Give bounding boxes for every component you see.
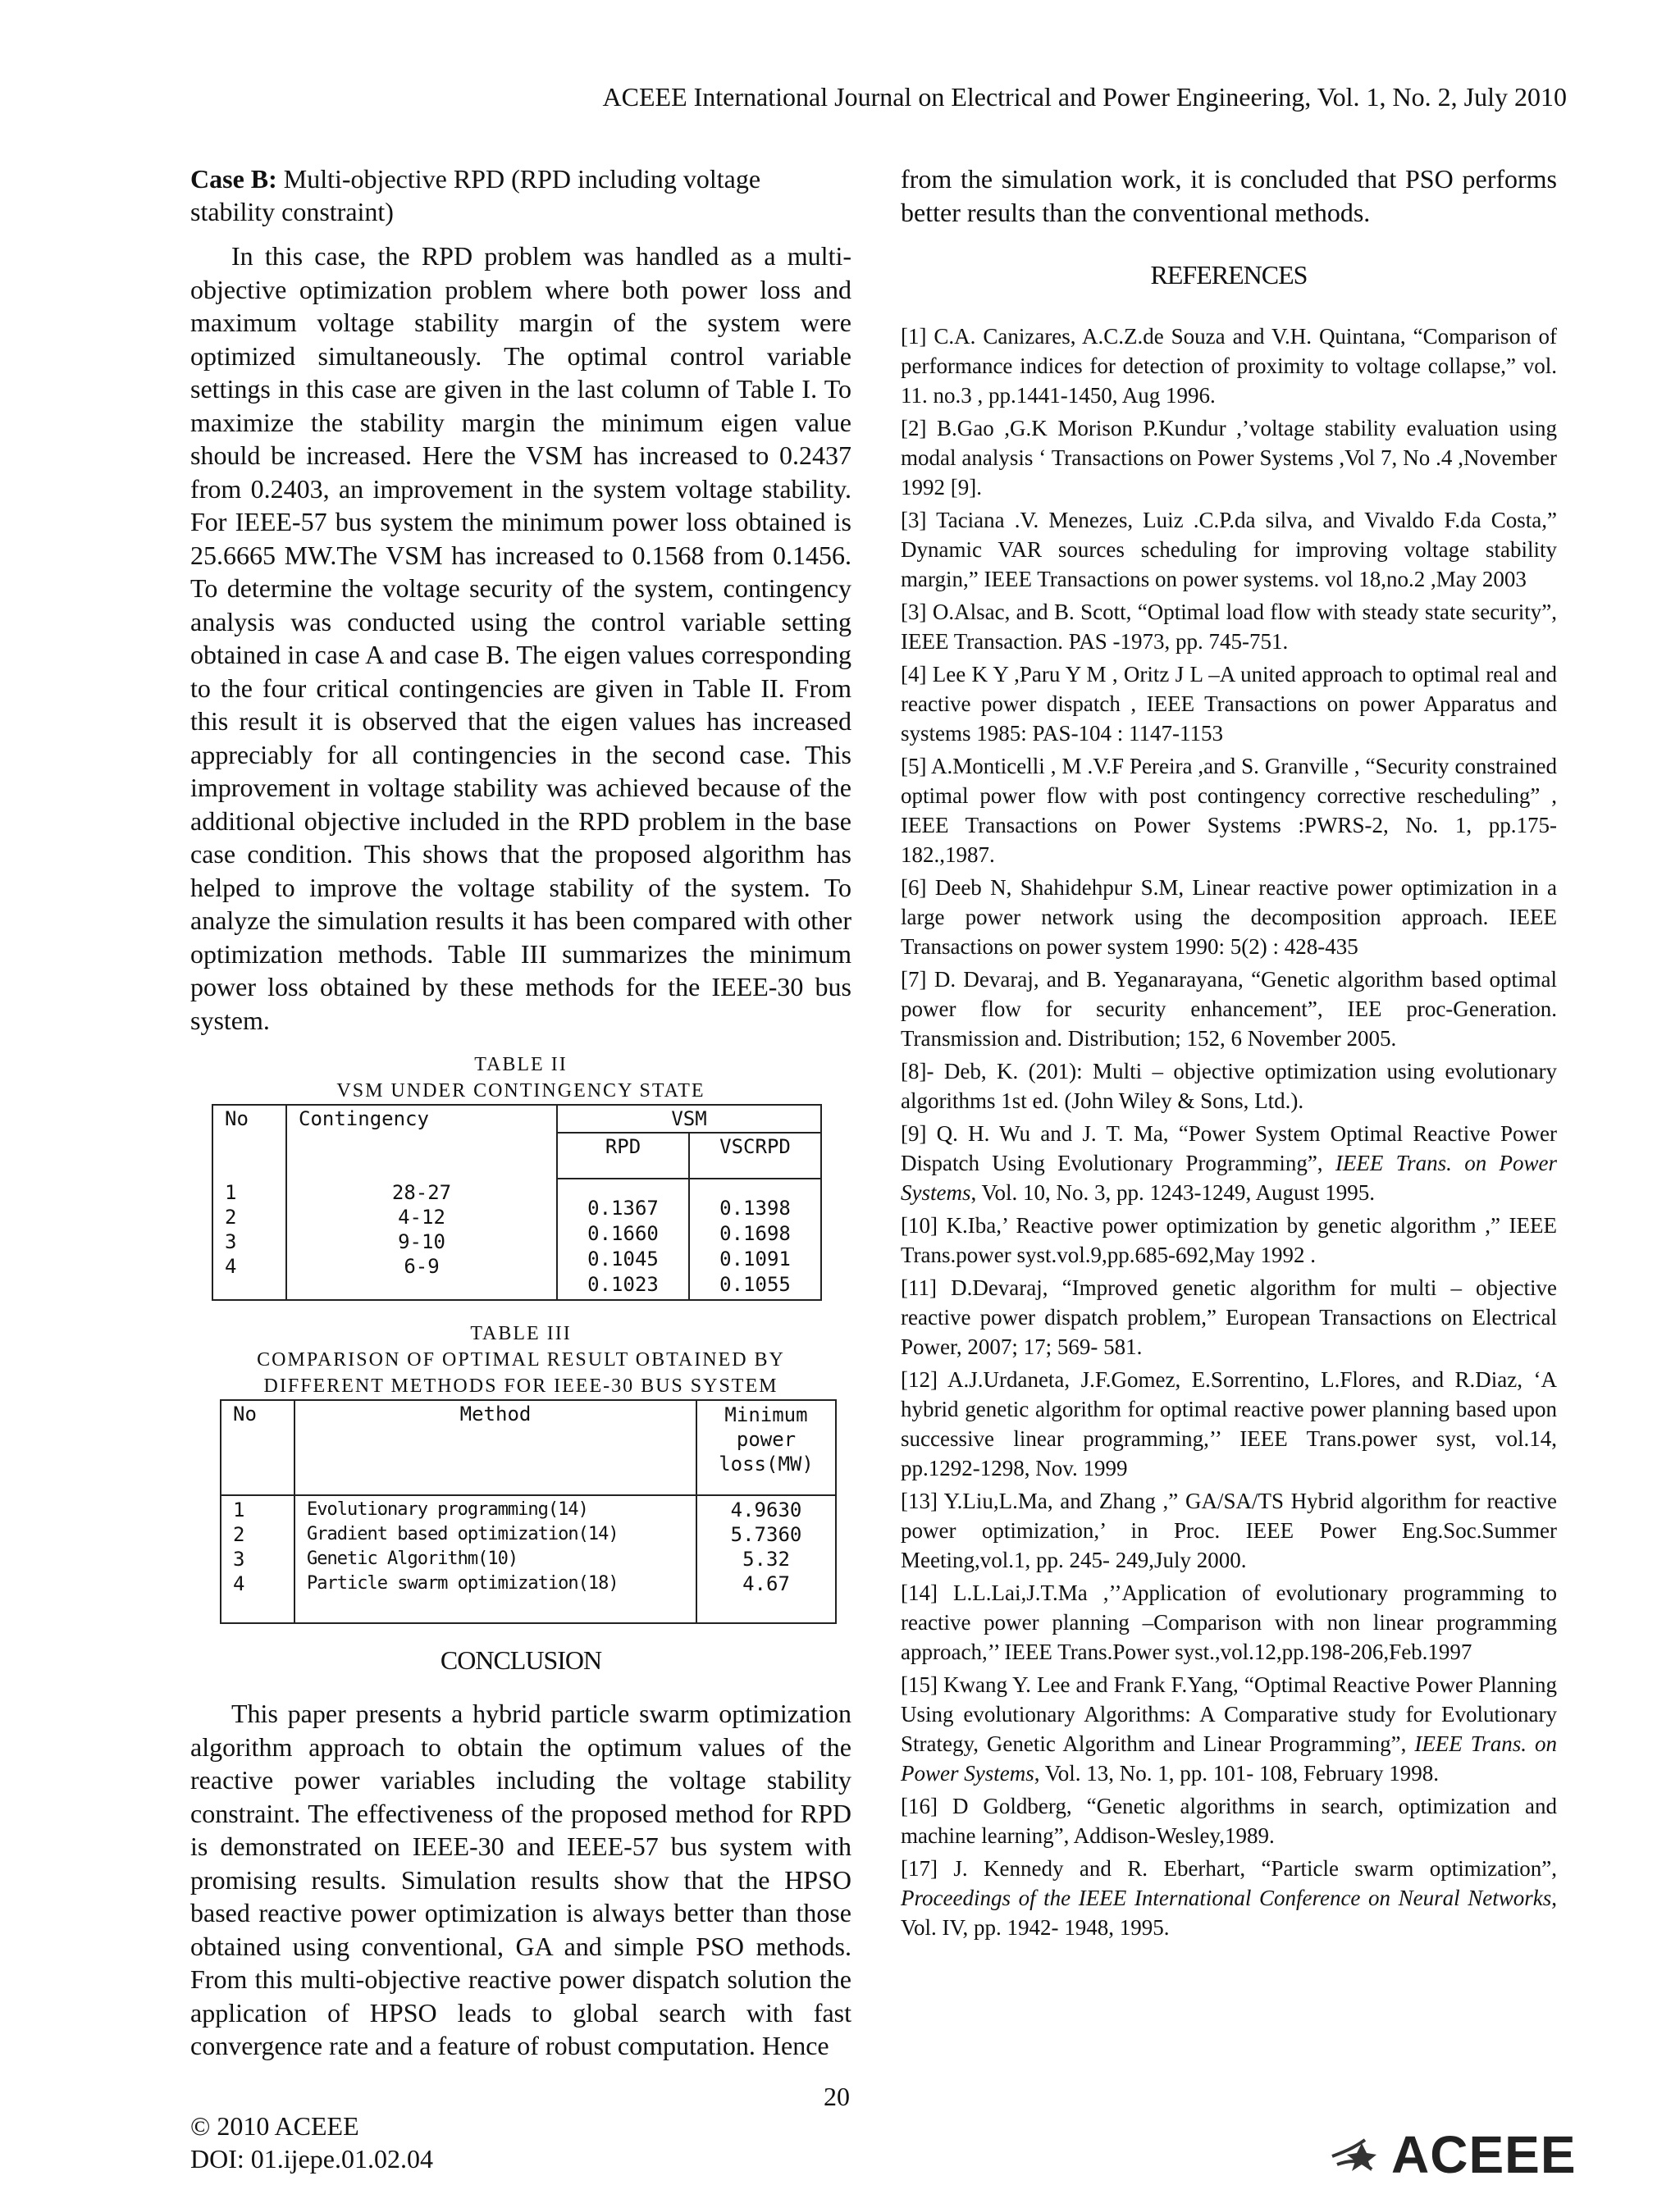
table2-row-contingency: 9-10 xyxy=(398,1230,445,1253)
footer-doi: DOI: 01.ijepe.01.02.04 xyxy=(190,2144,433,2174)
table3-header-method: Method xyxy=(294,1400,696,1495)
reference-text: , Vol. IV, pp. 1942- 1948, 1995. xyxy=(901,1886,1557,1940)
table2-row-no: 4 xyxy=(225,1255,237,1278)
reference-item: [3] Taciana .V. Menezes, Luiz .C.P.da silva, and Vivaldo F.da Costa,” Dynamic VAR sources scheduling for improving voltage stability margin,” IEEE Transactions on power systems. vol 18,no.2 ,May 2003 xyxy=(901,508,1557,591)
table2-row-vscrpd: 0.1698 xyxy=(719,1222,791,1245)
table3-header-loss xyxy=(696,1400,836,1495)
table2-row-no: 1 xyxy=(225,1181,237,1204)
table3-label: TABLE III xyxy=(470,1323,572,1344)
table3-caption-line1: COMPARISON OF OPTIMAL RESULT OBTAINED BY xyxy=(257,1349,785,1371)
table3-header-loss-line2: power xyxy=(736,1428,797,1451)
table3-header-loss-line1: Minimum xyxy=(724,1403,808,1426)
reference-text: [17] J. Kennedy and R. Eberhart, “Particle swarm optimization”, xyxy=(901,1856,1557,1881)
table3-row-loss: 4.9630 xyxy=(730,1498,802,1521)
table2-row-vscrpd: 0.1398 xyxy=(719,1197,791,1220)
table2-row-contingency: 6-9 xyxy=(404,1255,440,1278)
table2-row-rpd: 0.1367 xyxy=(587,1197,659,1220)
table2-row-vscrpd: 0.1055 xyxy=(719,1273,791,1296)
journal-header: ACEEE International Journal on Electrical and Power Engineering, Vol. 1, No. 2, July 2010 xyxy=(602,82,1567,112)
table3-row-no: 4 xyxy=(233,1572,245,1595)
table2-row-rpd: 0.1023 xyxy=(587,1273,659,1296)
case-b-paragraph: In this case, the RPD problem was handled as a multi-objective optimization problem where both power loss and maximum voltage stability margin of the system were optimized simultaneously. The optimal control variable settings in this case are given in the last column of Table I. To maximize the stability margin the minimum eigen value should be increased. Here the VSM has increased to 0.2437 from 0.2403, an improvement in the system voltage stability. For IEEE-57 bus system the minimum power loss obtained is 25.6665 MW.The VSM has increased to 0.1568 from 0.1456. To determine the voltage security of the system, contingency analysis was conducted using the control variable setting obtained in case A and case B. The eigen values corresponding to the four critical contingencies are given in Table II. From this result it is observed that the eigen values has increased appreciably for all contingencies in the second case. This improvement in voltage stability was achieved because of the additional objective included in the RPD problem in the base case condition. This shows that the proposed algorithm has helped to improve the voltage stability of the system. To analyze the simulation results it has been compared with other optimization methods. Table III summarizes the minimum power loss obtained by these methods for the IEEE-30 bus system. xyxy=(190,241,851,1035)
logo-text: ACEEE xyxy=(1391,2125,1577,2184)
case-b-title: Multi-objective RPD (RPD including voltage stability constraint) xyxy=(190,164,761,226)
table3-row-method: Evolutionary programming(14) xyxy=(307,1499,588,1520)
table3-row-no: 3 xyxy=(233,1548,245,1571)
table3-row-no: 1 xyxy=(233,1498,245,1521)
table3-header-no: No xyxy=(221,1400,294,1495)
table3 xyxy=(220,1399,837,1624)
reference-item: [3] O.Alsac, and B. Scott, “Optimal load flow with steady state security”, IEEE Transaction. PAS -1973, pp. 745-751. xyxy=(901,600,1557,654)
table2-row-no: 2 xyxy=(225,1206,237,1229)
reference-journal: Proceedings of the IEEE International Conference on Neural Networks xyxy=(901,1886,1552,1910)
table3-row-method: Particle swarm optimization(18) xyxy=(307,1573,619,1594)
reference-item: [10] K.Iba,’ Reactive power optimization by genetic algorithm ,” IEEE Trans.power syst.vol.9,pp.685-692,May 1992 . xyxy=(901,1213,1557,1267)
reference-item: [11] D.Devaraj, “Improved genetic algorithm for multi – objective reactive power dispatch problem,” European Transactions on Electrical Power, 2007; 17; 569- 581. xyxy=(901,1275,1557,1359)
reference-item: [14] L.L.Lai,J.T.Ma ,’’Application of evolutionary programming to reactive power planning –Comparison with non linear programming approach,’’ IEEE Trans.Power syst.,vol.12,pp.198-206,Feb.1997 xyxy=(901,1581,1557,1664)
table3-row-no: 2 xyxy=(233,1523,245,1546)
reference-journal: IEEE Trans. on Power Systems xyxy=(901,1731,1557,1786)
star-swirl-icon xyxy=(1329,2132,1391,2178)
table2-row-no: 3 xyxy=(225,1230,237,1253)
reference-item xyxy=(901,1670,1557,1788)
reference-item: [16] D Goldberg, “Genetic algorithms in search, optimization and machine learning”, Addison-Wesley,1989. xyxy=(901,1794,1557,1848)
table2-row-rpd: 0.1045 xyxy=(587,1248,659,1270)
table2-row-contingency: 28-27 xyxy=(391,1181,452,1204)
reference-text: [9] Q. H. Wu and J. T. Ma, “Power System Optimal Reactive Power Dispatch Using Evolutionary Programming”, xyxy=(901,1121,1557,1175)
table2 xyxy=(212,1104,822,1301)
table3-row-loss: 5.7360 xyxy=(730,1523,802,1546)
reference-text: [15] Kwang Y. Lee and Frank F.Yang, “Optimal Reactive Power Planning Using evolutionary Algorithms: A Comparative study for Evolutionary Strategy, Genetic Algorithm and Linear Programming”, xyxy=(901,1672,1557,1756)
conclusion-title: CONCLUSION xyxy=(440,1645,602,1675)
reference-item xyxy=(901,1854,1557,1942)
reference-journal: IEEE Trans. on Power Systems xyxy=(901,1151,1557,1205)
reference-item: [6] Deeb N, Shahidehpur S.M, Linear reactive power optimization in a large power network using the decomposition approach. IEEE Transactions on power system 1990: 5(2) : 428-435 xyxy=(901,875,1557,959)
reference-item: [2] B.Gao ,G.K Morison P.Kundur ,’voltage stability evaluation using modal analysis ‘ Transactions on Power Systems ,Vol 7, No .4 ,November 1992 [9]. xyxy=(901,416,1557,499)
table2-row-rpd: 0.1660 xyxy=(587,1222,659,1245)
table3-row-loss: 5.32 xyxy=(742,1548,790,1571)
case-b-label: Case B: xyxy=(190,164,277,194)
right-column xyxy=(901,162,1557,1946)
reference-item: [4] Lee K Y ,Paru Y M , Oritz J L –A united approach to optimal real and reactive power dispatch , IEEE Transactions on power Apparatus and systems 1985: PAS-104 : 1147-1153 xyxy=(901,662,1557,746)
table2-header-vsm: VSM xyxy=(557,1105,821,1133)
table2-header-no: No xyxy=(212,1105,286,1179)
reference-item: [5] A.Monticelli , M .V.F Pereira ,and S. Granville , “Security constrained optimal power flow with post contingency corrective rescheduling” , IEEE Transactions on Power Systems :PWRS-2, No. 1, pp.175-182.,1987. xyxy=(901,754,1557,867)
reference-item: [7] D. Devaraj, and B. Yeganarayana, “Genetic algorithm based optimal power flow for security enhancement”, IEE proc-Generation. Transmission and. Distribution; 152, 6 November 2005. xyxy=(901,967,1557,1051)
left-column xyxy=(190,162,851,2063)
table3-row-loss: 4.67 xyxy=(742,1572,790,1595)
conclusion-continuation: from the simulation work, it is concluded that PSO performs better results than the conventional methods. xyxy=(901,164,1557,227)
reference-item: [8]- Deb, K. (201): Multi – objective optimization using evolutionary algorithms 1st ed. (John Wiley & Sons, Ltd.). xyxy=(901,1059,1557,1113)
table3-row-method: Genetic Algorithm(10) xyxy=(307,1549,518,1569)
reference-item xyxy=(901,1119,1557,1207)
table3-header-loss-line3: loss(MW) xyxy=(719,1453,814,1476)
table2-caption: VSM UNDER CONTINGENCY STATE xyxy=(336,1080,705,1102)
conclusion-paragraph: This paper presents a hybrid particle swarm optimization algorithm approach to obtain the optimum values of the reactive power variables including the voltage stability constraint. The effectiveness of the proposed method for RPD is demonstrated on IEEE-30 and IEEE-57 bus system with promising results. Simulation results show that the HPSO based reactive power optimization is always better than those obtained using conventional, GA and simple PSO methods. From this multi-objective reactive power dispatch solution the application of HPSO leads to global search with fast convergence rate and a feature of robust computation. Hence xyxy=(190,1699,851,2060)
table2-row-vscrpd: 0.1091 xyxy=(719,1248,791,1270)
reference-item: [12] A.J.Urdaneta, J.F.Gomez, E.Sorrentino, L.Flores, and R.Diaz, ‘A hybrid genetic algorithm for optimal reactive power planning based upon successive linear programming,’’ IEEE Trans.power syst, vol.14, pp.1292-1298, Nov. 1999 xyxy=(901,1367,1557,1480)
reference-text: , Vol. 13, No. 1, pp. 101- 108, February 1998. xyxy=(1034,1761,1439,1786)
reference-text: , Vol. 10, No. 3, pp. 1243-1249, August 1995. xyxy=(970,1180,1376,1205)
reference-item: [13] Y.Liu,L.Ma, and Zhang ,” GA/SA/TS Hybrid algorithm for reactive power optimization,’ in Proc. IEEE Power Eng.Soc.Summer Meeting,vol.1, pp. 245- 249,July 2000. xyxy=(901,1489,1557,1572)
reference-item: [1] C.A. Canizares, A.C.Z.de Souza and V.H. Quintana, “Comparison of performance indices for detection of proximity to voltage collapse,” vol. 11. no.3 , pp.1441-1450, Aug 1996. xyxy=(901,324,1557,408)
table3-row-method: Gradient based optimization(14) xyxy=(307,1524,619,1544)
table2-header-rpd: RPD xyxy=(557,1133,689,1179)
page-footer xyxy=(190,2110,433,2175)
reference-list xyxy=(901,322,1557,1942)
table2-header-contingency: Contingency xyxy=(286,1105,557,1179)
references-title: REFERENCES xyxy=(1150,260,1308,290)
case-b-heading xyxy=(190,162,851,228)
table3-caption-line2: DIFFERENT METHODS FOR IEEE-30 BUS SYSTEM xyxy=(263,1375,778,1397)
table2-header-vscrpd: VSCRPD xyxy=(689,1133,821,1179)
table2-label: TABLE II xyxy=(474,1054,568,1075)
footer-copyright: © 2010 ACEEE xyxy=(190,2111,359,2141)
aceee-logo xyxy=(1329,2124,1577,2185)
table2-row-contingency: 4-12 xyxy=(398,1206,445,1229)
page-number: 20 xyxy=(824,2082,850,2111)
